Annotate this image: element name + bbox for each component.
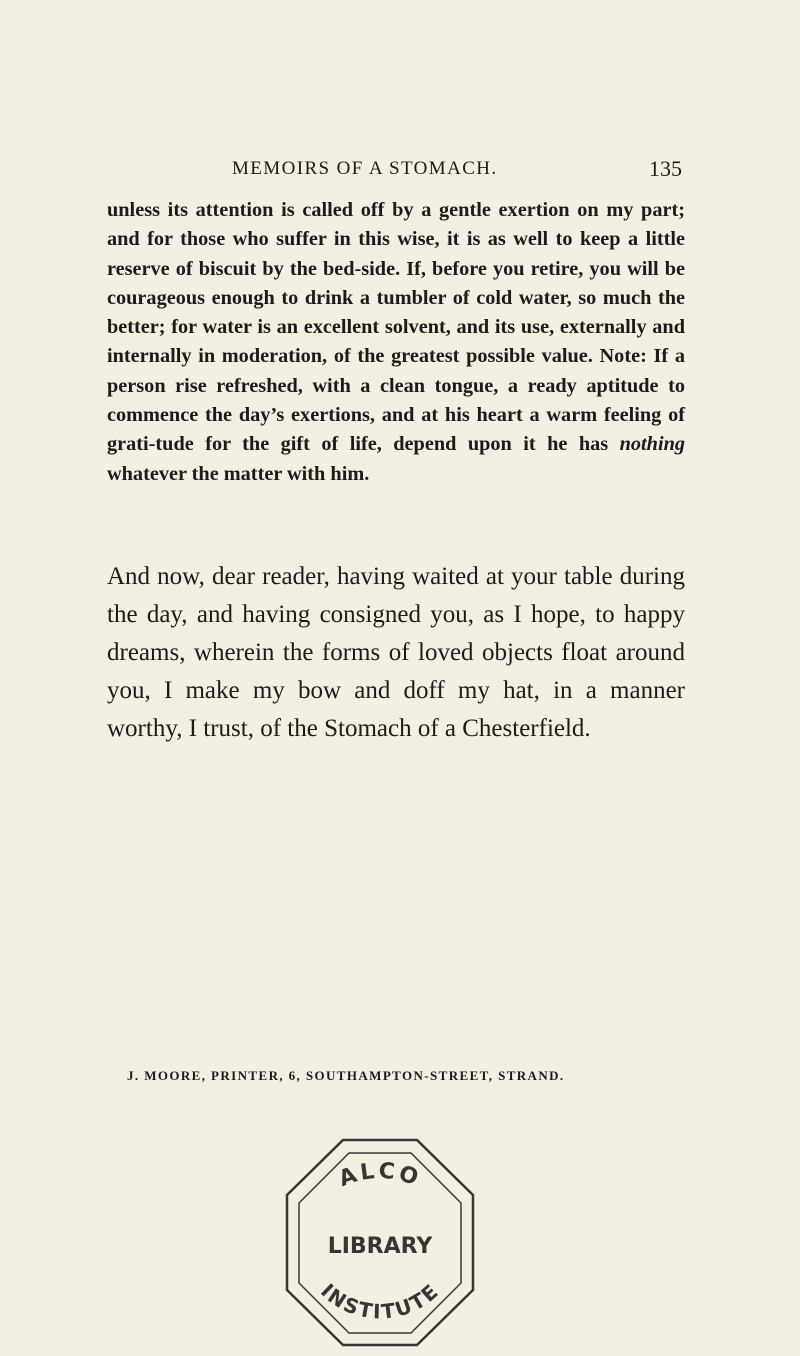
- paragraph-1: [107, 196, 685, 489]
- closing-paragraph: [107, 558, 685, 748]
- emphasis-nothing: nothing: [619, 433, 685, 456]
- paragraph-1-end: whatever the matter with him.: [107, 462, 370, 485]
- stamp-middle-text: LIBRARY: [327, 1234, 433, 1259]
- library-stamp: [285, 1135, 475, 1350]
- paragraph-1-text: unless its attention is called off by a gentle exertion on my part; and for those who suffer in this wise, it is as well to keep a little reserve of biscuit by the bed-side. If, before you retire, you will be courageous enough to drink a tumbler of cold water, so much the better; for water is an excellent solvent, and its use, externally and internally in moderation, of the greatest possible value. Note: If a person rise refreshed, with a clean tongue, a ready aptitude to commence the day’s exertions, and at his heart a warm feeling of grati-tude for the gift of life, depend upon it he has: [107, 199, 685, 456]
- printer-imprint: J. MOORE, PRINTER, 6, SOUTHAMPTON-STREET, STRAND.: [127, 1068, 565, 1083]
- paragraph-2: And now, dear reader, having waited at your table during the day, and having consigned you, as I hope, to happy dreams, wherein the forms of loved objects float around you, I make my bow and doff my hat, in a manner worthy, I trust, of the Stomach of a Chesterfield.: [107, 563, 685, 742]
- page-number: 135: [649, 156, 682, 181]
- stamp-bottom-text: INSTITUTE: [316, 1278, 444, 1324]
- running-title: MEMOIRS OF A STOMACH.: [232, 158, 498, 179]
- note-paragraph: [107, 196, 685, 489]
- stamp-top-text: ALCO: [335, 1158, 425, 1193]
